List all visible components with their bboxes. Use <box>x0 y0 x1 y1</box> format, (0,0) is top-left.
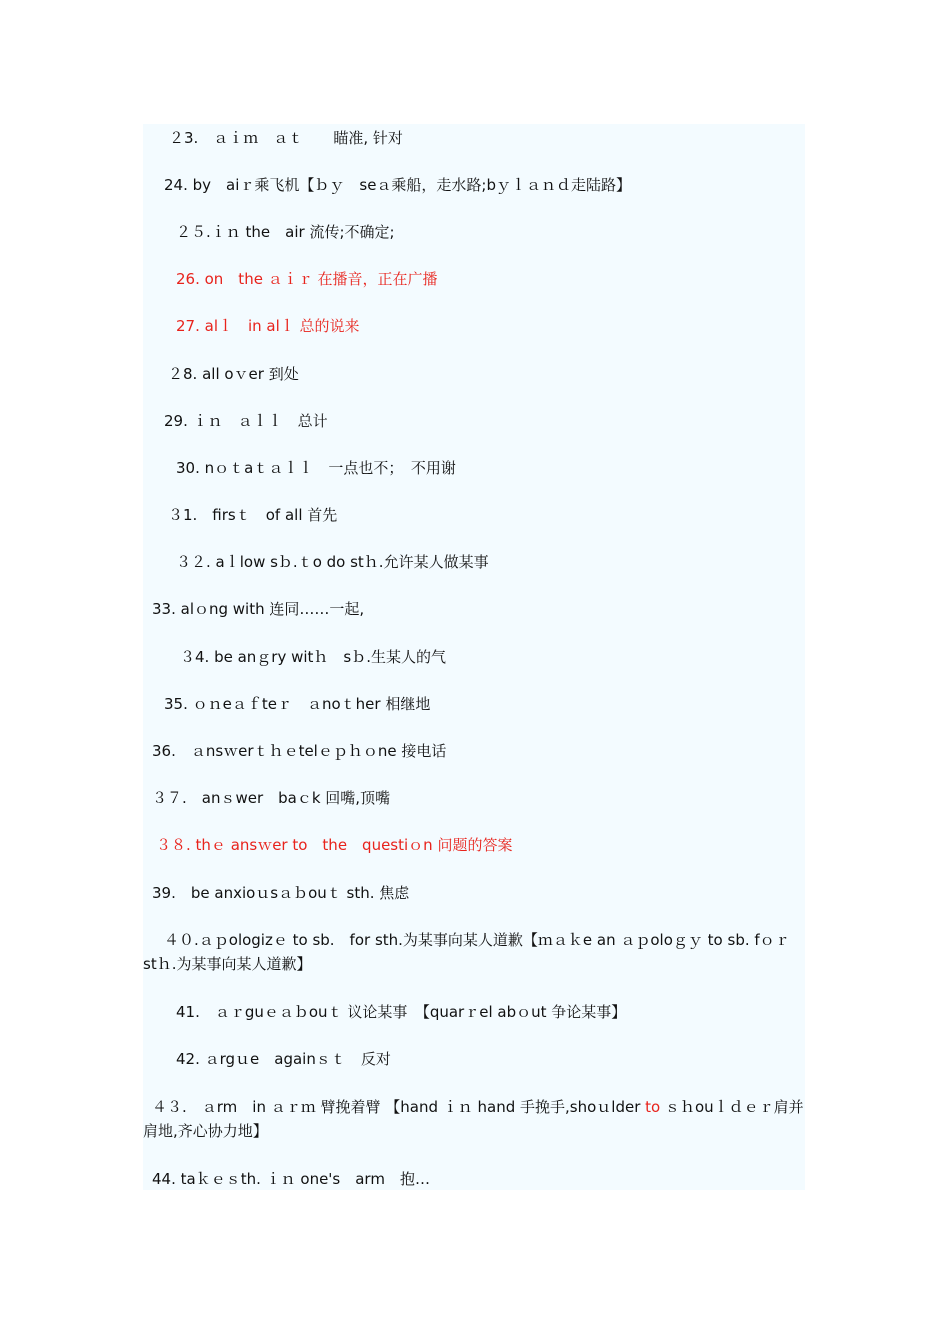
entry-25: ２５.ｉｎ the air 流传;不确定; <box>176 223 395 241</box>
entry-29: 29. ｉｎ ａｌｌ 总计 <box>164 412 328 430</box>
entry-37: ３７. anｓwer baｃk 回嘴,顶嘴 <box>152 789 391 807</box>
entry-36: 36. ａnsｗerｔｈｅtelｅｐｈｏne 接电话 <box>152 742 447 760</box>
entry-38: ３８. thｅ ansｗer to the questiｏn 问题的答案 <box>156 836 513 854</box>
entry-39: 39. be anxioｕsａｂouｔ sth. 焦虑 <box>152 884 410 902</box>
entry-42: 42. ａrgｕe againｓｔ 反对 <box>176 1050 391 1068</box>
entry-43-highlight: to <box>645 1098 661 1116</box>
entry-43 <box>143 1095 805 1143</box>
entry-43-text-start: ４３. ａrm in ａｒｍ 臂挽着臂 【hand ｉｎ hand 手挽手,shoｕlder <box>152 1098 646 1116</box>
entry-41: 41. ａｒguｅａｂouｔ 议论某事 【quarｒel abｏut 争论某事】 <box>176 1003 627 1021</box>
entry-23: ２3. ａｉｍ ａｔ 瞄准, 针对 <box>169 129 403 147</box>
entry-32: ３２. aｌlow sｂ.ｔo do stｈ.允许某人做某事 <box>176 553 489 571</box>
entry-43-text-end: ｓｈouｌｄｅｒ肩并肩地,齐心协力地】 <box>143 1098 804 1140</box>
document-panel <box>143 124 805 1190</box>
entry-31: ３1. firsｔ of all 首先 <box>168 506 338 524</box>
entry-34: ３4. be anｇry witｈ sｂ.生某人的气 <box>180 648 447 666</box>
entry-30: 30. nｏｔaｔａｌｌ 一点也不； 不用谢 <box>176 459 456 477</box>
entry-27: 27. alｌ in alｌ 总的说来 <box>176 317 360 335</box>
entry-24: 24. by aiｒ乘飞机【ｂｙ seａ乘船，走水路;bｙｌａｎｄ走陆路】 <box>164 176 632 194</box>
entry-40: ４０.ａｐologizｅ to sb. for sth.为某事向某人道歉【ｍａｋe an ａｐoloｇｙ to sb. fｏｒ stｈ.为某事向某人道歉】 <box>143 931 805 973</box>
entry-28: ２8. all oｖer 到处 <box>168 365 299 383</box>
entry-35: 35. ｏｎeａｆteｒ ａnoｔher 相继地 <box>164 695 431 713</box>
entry-26: 26. on the ａｉｒ 在播音，正在广播 <box>176 270 438 288</box>
entry-33: 33. alｏng with 连同……一起, <box>152 600 365 618</box>
entry-44: 44. taｋｅｓth. ｉｎ one's arm 抱… <box>152 1170 430 1188</box>
